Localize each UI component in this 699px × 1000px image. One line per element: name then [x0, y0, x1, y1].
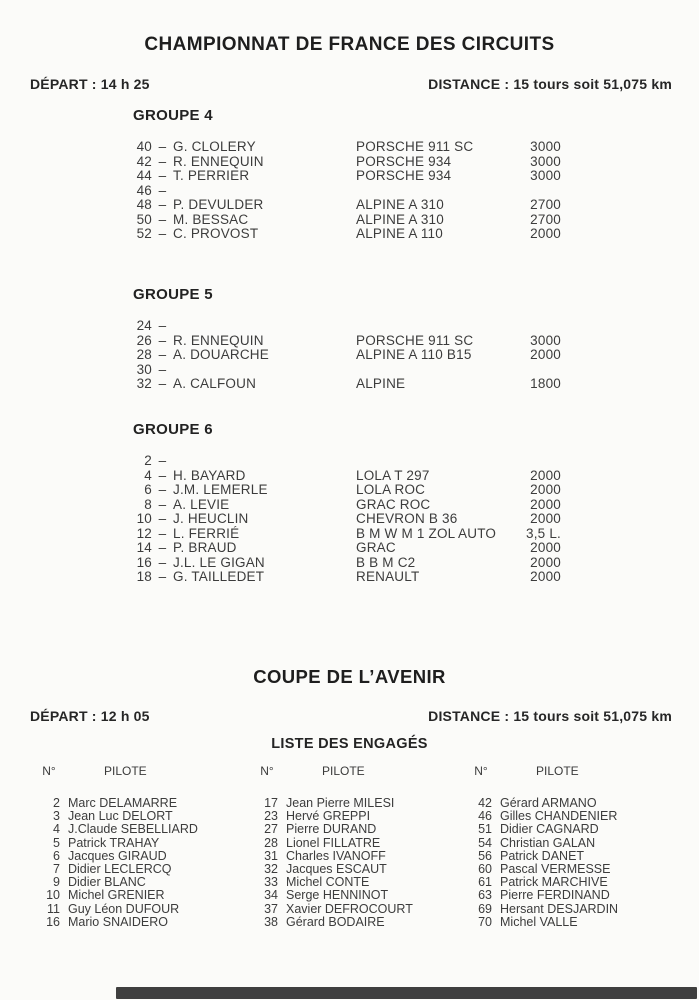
entry-row: [133, 527, 561, 542]
liste-des-engages-title: LISTE DES ENGAGÉS: [271, 736, 428, 752]
pilot-row: [38, 823, 198, 836]
pilot-number: 2: [53, 796, 60, 810]
entry-driver: A. LEVIE: [173, 496, 230, 512]
pilot-name: Patrick DANET: [500, 848, 585, 863]
entry-car: RENAULT: [356, 569, 420, 584]
coupe-depart-label: DÉPART : 12 h 05: [30, 708, 150, 724]
entry-row: [133, 213, 561, 228]
group-section: [133, 421, 561, 585]
pilot-name: Didier LECLERCQ: [68, 861, 172, 876]
pilot-column: [256, 765, 413, 929]
entry-number: 26: [136, 332, 152, 348]
pilot-name: Pierre DURAND: [286, 822, 377, 837]
entry-capacity: 2000: [530, 554, 561, 570]
entry-number: 10: [136, 511, 152, 526]
entry-capacity: [522, 184, 561, 199]
entry-dash: –: [158, 554, 167, 570]
pilot-row: [256, 850, 413, 863]
entry-capacity: 2000: [530, 482, 561, 497]
group-title: GROUPE 5: [133, 286, 213, 303]
pilot-number: 5: [53, 835, 60, 850]
pilot-name: Serge HENNINOT: [286, 888, 389, 903]
pilot-row: [256, 823, 413, 836]
entry-number: 48: [136, 197, 152, 212]
entry-car: CHEVRON B 36: [356, 511, 458, 526]
pilot-number: 63: [478, 888, 492, 903]
pilot-number: 28: [264, 835, 278, 850]
pilot-number: 33: [264, 875, 278, 890]
scan-artifact-bar: [116, 987, 697, 999]
entry-driver: M. BESSAC: [173, 211, 249, 227]
entry-car: ALPINE A 110: [356, 226, 443, 241]
entry-driver: T. PERRIER: [173, 168, 250, 183]
pilot-number: 60: [478, 861, 492, 876]
pilot-name: Patrick MARCHIVE: [500, 875, 608, 890]
entry-car: [356, 184, 522, 199]
pilot-column: [470, 765, 618, 929]
entry-number: 12: [136, 525, 152, 541]
entry-car: ALPINE A 310: [356, 211, 444, 227]
entry-car: PORSCHE 911 SC: [356, 139, 474, 154]
championnat-title: CHAMPIONNAT DE FRANCE DES CIRCUITS: [144, 34, 555, 55]
pilot-number: 6: [53, 848, 60, 863]
entry-driver: L. FERRIÉ: [173, 525, 240, 541]
entry-dash: –: [158, 153, 167, 169]
entry-row: [133, 363, 561, 378]
entry-dash: –: [158, 525, 167, 541]
pilot-name: Jacques ESCAUT: [286, 861, 387, 876]
pilot-name: Gérard ARMANO: [500, 796, 597, 810]
entry-car: ALPINE: [356, 376, 406, 391]
pilot-number: 69: [478, 901, 492, 916]
pilot-number: 37: [264, 901, 278, 916]
pilot-name: Lionel FILLATRE: [286, 835, 381, 850]
entry-row: [133, 348, 561, 363]
entry-driver: J.M. LEMERLE: [173, 482, 268, 497]
entry-driver: P. DEVULDER: [173, 197, 264, 212]
pilot-row: [470, 823, 618, 836]
pilot-row: [470, 850, 618, 863]
entry-row: [133, 541, 561, 556]
pilot-column-title: PILOTE: [536, 764, 579, 778]
entry-row: [133, 483, 561, 498]
entry-capacity: 3,5 L.: [526, 525, 561, 541]
entry-dash: –: [158, 511, 167, 526]
pilot-column-header: [470, 765, 618, 778]
entry-dash: –: [158, 482, 167, 497]
pilot-number: 34: [264, 888, 278, 903]
pilot-name: Didier CAGNARD: [500, 822, 599, 837]
entry-driver: G. TAILLEDET: [173, 569, 265, 584]
entry-capacity: 3000: [530, 168, 561, 183]
entry-row: [133, 512, 561, 527]
entry-capacity: [522, 454, 561, 469]
number-column-header: N°: [260, 764, 274, 778]
pilot-row: [38, 850, 198, 863]
pilot-number: 17: [264, 796, 278, 810]
entry-dash: –: [158, 182, 167, 198]
group-section: [133, 107, 561, 242]
group-rows: [133, 454, 561, 585]
coupe-distance-label: DISTANCE : 15 tours soit 51,075 km: [428, 708, 672, 724]
entry-capacity: [522, 363, 561, 378]
entry-row: [133, 319, 561, 334]
entry-car: LOLA ROC: [356, 482, 426, 497]
entry-row: [133, 498, 561, 513]
pilot-name: Jean Pierre MILESI: [286, 796, 395, 810]
entry-capacity: 2000: [530, 467, 561, 483]
entry-number: 8: [144, 496, 152, 512]
entry-row: [133, 140, 561, 155]
entry-dash: –: [158, 347, 167, 362]
entry-row: [133, 334, 561, 349]
entry-number: 50: [136, 211, 152, 227]
pilot-name: Pierre FERDINAND: [500, 888, 610, 903]
entry-driver: A. CALFOUN: [173, 376, 257, 391]
pilot-rows: [256, 797, 413, 929]
group-rows: [133, 140, 561, 242]
entry-dash: –: [158, 226, 167, 241]
entry-number: 46: [136, 182, 152, 198]
entry-car: GRAC: [356, 540, 396, 555]
entry-driver: [173, 454, 356, 469]
entry-row: [133, 169, 561, 184]
entry-car: LOLA T 297: [356, 467, 430, 483]
entry-car: B M W M 1 ZOL AUTO: [356, 525, 497, 541]
entry-number: 18: [136, 569, 152, 584]
entry-number: 4: [144, 467, 152, 483]
pilot-row: [256, 903, 413, 916]
entry-car: B B M C2: [356, 554, 416, 570]
pilot-row: [38, 889, 198, 902]
pilot-number: 9: [53, 875, 60, 890]
group-section: [133, 286, 561, 392]
entry-row: [133, 155, 561, 170]
entry-dash: –: [158, 332, 167, 348]
entry-row: [133, 570, 561, 585]
pilot-name: Xavier DEFROCOURT: [286, 901, 413, 916]
pilot-row: [38, 903, 198, 916]
pilot-name: Marc DELAMARRE: [68, 796, 178, 810]
entry-capacity: 2000: [530, 540, 561, 555]
entry-dash: –: [158, 540, 167, 555]
entry-row: [133, 198, 561, 213]
pilot-number: 56: [478, 848, 492, 863]
pilot-number: 31: [264, 848, 278, 863]
entry-number: 40: [136, 139, 152, 154]
pilot-name: Hervé GREPPI: [286, 809, 371, 824]
pilot-number: 70: [478, 914, 492, 929]
entry-number: 44: [136, 168, 152, 183]
entry-row: [133, 377, 561, 392]
pilot-name: Mario SNAIDERO: [68, 914, 169, 929]
group-title: GROUPE 6: [133, 421, 213, 438]
entry-car: PORSCHE 934: [356, 168, 452, 183]
pilot-name: Gérard BODAIRE: [286, 914, 385, 929]
entry-car: GRAC ROC: [356, 496, 431, 512]
pilot-row: [38, 916, 198, 929]
entry-driver: R. ENNEQUIN: [173, 332, 264, 348]
entry-car: ALPINE A 110 B15: [356, 347, 472, 362]
entry-number: 16: [136, 554, 152, 570]
pilot-row: [256, 889, 413, 902]
pilot-name: Hersant DESJARDIN: [500, 901, 619, 916]
entry-driver: R. ENNEQUIN: [173, 153, 264, 169]
entry-dash: –: [158, 211, 167, 227]
entry-dash: –: [158, 569, 167, 584]
pilot-row: [38, 837, 198, 850]
championnat-distance-label: DISTANCE : 15 tours soit 51,075 km: [428, 76, 672, 92]
entry-capacity: 2000: [530, 347, 561, 362]
group-rows: [133, 319, 561, 392]
pilot-name: Guy Léon DUFOUR: [68, 901, 180, 916]
pilot-name: Charles IVANOFF: [286, 848, 386, 863]
group-title: GROUPE 4: [133, 107, 213, 124]
pilot-name: Michel GRENIER: [68, 888, 165, 903]
entry-row: [133, 556, 561, 571]
championnat-depart-label: DÉPART : 14 h 25: [30, 76, 150, 92]
entry-number: 42: [136, 153, 152, 169]
pilot-number: 10: [46, 888, 60, 903]
pilot-rows: [470, 797, 618, 929]
pilot-column-header: [256, 765, 413, 778]
pilot-row: [470, 889, 618, 902]
entry-dash: –: [158, 197, 167, 212]
entry-row: [133, 469, 561, 484]
pilot-number: 51: [478, 822, 492, 837]
pilot-number: 7: [53, 861, 60, 876]
pilot-number: 11: [47, 901, 60, 916]
pilot-name: Gilles CHANDENIER: [500, 809, 618, 824]
entry-row: [133, 454, 561, 469]
entry-dash: –: [158, 361, 167, 377]
pilot-row: [470, 837, 618, 850]
entry-car: [356, 454, 522, 469]
entry-number: 52: [136, 226, 152, 241]
entry-capacity: 3000: [530, 153, 561, 169]
pilot-column: [38, 765, 198, 929]
entry-driver: G. CLOLERY: [173, 139, 256, 154]
entry-driver: J.L. LE GIGAN: [173, 554, 265, 570]
entry-number: 32: [136, 376, 152, 391]
pilot-number: 38: [264, 914, 278, 929]
entry-row: [133, 227, 561, 242]
entry-capacity: 2000: [530, 569, 561, 584]
entry-number: 2: [144, 453, 152, 468]
entry-capacity: 3000: [530, 139, 561, 154]
entry-dash: –: [158, 318, 167, 333]
entry-car: ALPINE A 310: [356, 197, 444, 212]
entry-row: [133, 184, 561, 199]
entry-dash: –: [158, 139, 167, 154]
pilot-number: 42: [478, 796, 492, 810]
pilot-number: 27: [264, 822, 278, 837]
entry-dash: –: [158, 376, 167, 391]
number-column-header: N°: [474, 764, 488, 778]
entry-number: 6: [144, 482, 152, 497]
number-column-header: N°: [42, 764, 56, 778]
pilot-row: [256, 837, 413, 850]
pilot-number: 61: [478, 875, 492, 890]
pilot-row: [470, 903, 618, 916]
entry-car: [356, 363, 522, 378]
pilot-name: Didier BLANC: [68, 875, 146, 890]
entry-capacity: 2000: [530, 511, 561, 526]
pilot-name: Jean Luc DELORT: [68, 809, 173, 824]
entry-dash: –: [158, 467, 167, 483]
pilot-number: 54: [478, 835, 492, 850]
pilot-rows: [38, 797, 198, 929]
entry-car: [356, 319, 522, 334]
coupe-meta-row: [30, 708, 672, 724]
entry-driver: [173, 319, 356, 334]
pilot-name: J.Claude SEBELLIARD: [68, 822, 198, 837]
pilot-name: Patrick TRAHAY: [68, 835, 160, 850]
entry-dash: –: [158, 496, 167, 512]
pilot-name: Christian GALAN: [500, 835, 596, 850]
entry-capacity: [522, 319, 561, 334]
entry-number: 28: [136, 347, 152, 362]
entry-capacity: 2000: [530, 496, 561, 512]
entry-car: PORSCHE 934: [356, 153, 452, 169]
entry-capacity: 1800: [530, 376, 561, 391]
pilot-column-header: [38, 765, 198, 778]
pilot-number: 3: [53, 809, 60, 824]
pilot-row: [470, 916, 618, 929]
pilot-name: Michel VALLE: [500, 914, 578, 929]
entry-capacity: 2000: [530, 226, 561, 241]
pilot-row: [256, 916, 413, 929]
pilot-name: Jacques GIRAUD: [68, 848, 167, 863]
entry-driver: [173, 184, 356, 199]
pilot-number: 46: [478, 809, 492, 824]
entry-driver: P. BRAUD: [173, 540, 237, 555]
pilot-number: 16: [46, 914, 60, 929]
entry-driver: C. PROVOST: [173, 226, 259, 241]
pilot-name: Michel CONTE: [286, 875, 370, 890]
entry-dash: –: [158, 453, 167, 468]
entry-capacity: 3000: [530, 332, 561, 348]
entry-driver: [173, 363, 356, 378]
pilot-column-title: PILOTE: [104, 764, 147, 778]
entry-driver: H. BAYARD: [173, 467, 246, 483]
entry-dash: –: [158, 168, 167, 183]
pilot-number: 4: [53, 822, 60, 837]
pilot-number: 32: [264, 861, 278, 876]
pilot-number: 23: [264, 809, 278, 824]
entry-car: PORSCHE 911 SC: [356, 332, 474, 348]
entry-capacity: 2700: [530, 197, 561, 212]
championnat-meta-row: [30, 76, 672, 92]
entry-number: 30: [136, 361, 152, 377]
entry-number: 14: [136, 540, 152, 555]
entry-driver: J. HEUCLIN: [173, 511, 249, 526]
entry-driver: A. DOUARCHE: [173, 347, 269, 362]
pilot-name: Pascal VERMESSE: [500, 861, 611, 876]
coupe-title: COUPE DE L’AVENIR: [253, 666, 446, 687]
entry-number: 24: [136, 318, 152, 333]
pilot-column-title: PILOTE: [322, 764, 365, 778]
entry-capacity: 2700: [530, 211, 561, 227]
